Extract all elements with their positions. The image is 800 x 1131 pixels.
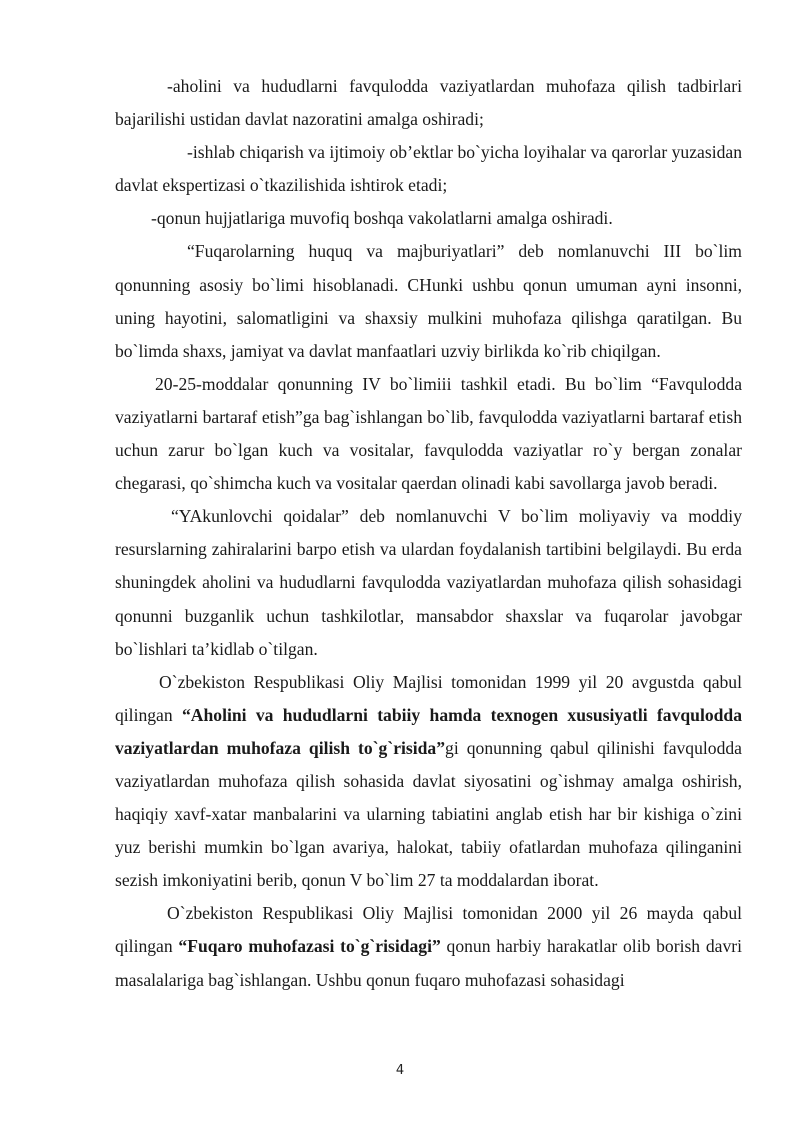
paragraph-8-text-start: O`zbekiston Respublikasi Oliy Majlisi tomonidan 2000 yil 26 mayda qabul qilingan bbox=[115, 903, 742, 957]
paragraph-7-text-end: gi qonunning qabul qilinishi favqulodda vaziyatlardan muhofaza qilish sohasida davlat siyosatini og`ishmay amalga oshirish, haqiqiy xavf-xatar manbalarini va ularning tabiatini anglab etish har bir kishiga o`zini yuz berishi mumkin bo`lgan avariya, halokat, tabiiy ofatlardan muhofaza qilinganini sezish imkoniyatini berib, qonun V bo`lim 27 ta moddalardan iborat. bbox=[115, 737, 742, 891]
law-title-bold: “Aholini va hududlarni tabiiy hamda texnogen xususiyatli favqulodda vaziyatlardan muhofaza qilish to`g`risida” bbox=[115, 704, 743, 758]
document-page bbox=[115, 70, 742, 997]
paragraph-8 bbox=[115, 897, 742, 996]
paragraph-7-text-start: O`zbekiston Respublikasi Oliy Majlisi tomonidan 1999 yil 20 avgustda qabul qilingan bbox=[115, 671, 742, 725]
paragraph-5: 20-25-moddalar qonunning IV bo`limiii tashkil etadi. Bu bo`lim “Favqulodda vaziyatlarni bartaraf etish”ga bag`ishlangan bo`lib, favqulodda vaziyatlarni bartaraf etish uchun zarur bo`lgan kuch va vositalar, favqulodda vaziyatlar ro`y bergan zonalar chegarasi, qo`shimcha kuch va vositalar qaerdan olinadi kabi savollarga javob beradi. bbox=[115, 373, 742, 494]
paragraph-6: “YAkunlovchi qoidalar” deb nomlanuvchi V bo`lim moliyaviy va moddiy resurslarning zahiralarini barpo etish va ulardan foydalanish tartibini belgilaydi. Bu erda shuningdek aholini va hududlarni favqulodda vaziyatlardan muhofaza qilish sohasidagi qonunni buzganlik uchun tashkilotlar, mansabdor shaxslar va fuqarolar javobgar bo`lishlari ta’kidlab o`tilgan. bbox=[115, 506, 742, 659]
paragraph-8-text-end: qonun harbiy harakatlar olib borish davri masalalariga bag`ishlangan. Ushbu qonun fuqaro muhofazasi sohasidagi bbox=[115, 936, 742, 990]
paragraph-3: -qonun hujjatlariga muvofiq boshqa vakolatlarni amalga oshiradi. bbox=[151, 208, 613, 229]
page-number: 4 bbox=[395, 1063, 405, 1078]
paragraph-4: “Fuqarolarning huquq va majburiyatlari” deb nomlanuvchi III bo`lim qonunning asosiy bo`limi hisoblanadi. CHunki ushbu qonun umuman ayni insonni, uning hayotini, salomatligini va shaxsiy mulkini muhofaza qilishga qaratilgan. Bu bo`limda shaxs, jamiyat va davlat manfaatlari uzviy birlikda ko`rib chiqilgan. bbox=[115, 241, 742, 361]
paragraph-2: -ishlab chiqarish va ijtimoiy ob’ektlar bo`yicha loyihalar va qarorlar yuzasidan davlat ekspertizasi o`tkazilishida ishtirok etadi; bbox=[115, 142, 742, 196]
law-title-bold-2: “Fuqaro muhofazasi to`g`risidagi” bbox=[178, 936, 441, 957]
paragraph-7 bbox=[115, 666, 742, 898]
paragraph-1: -aholini va hududlarni favqulodda vaziyatlardan muhofaza qilish tadbirlari bajarilishi ustidan davlat nazoratini amalga oshiradi; bbox=[115, 76, 742, 130]
